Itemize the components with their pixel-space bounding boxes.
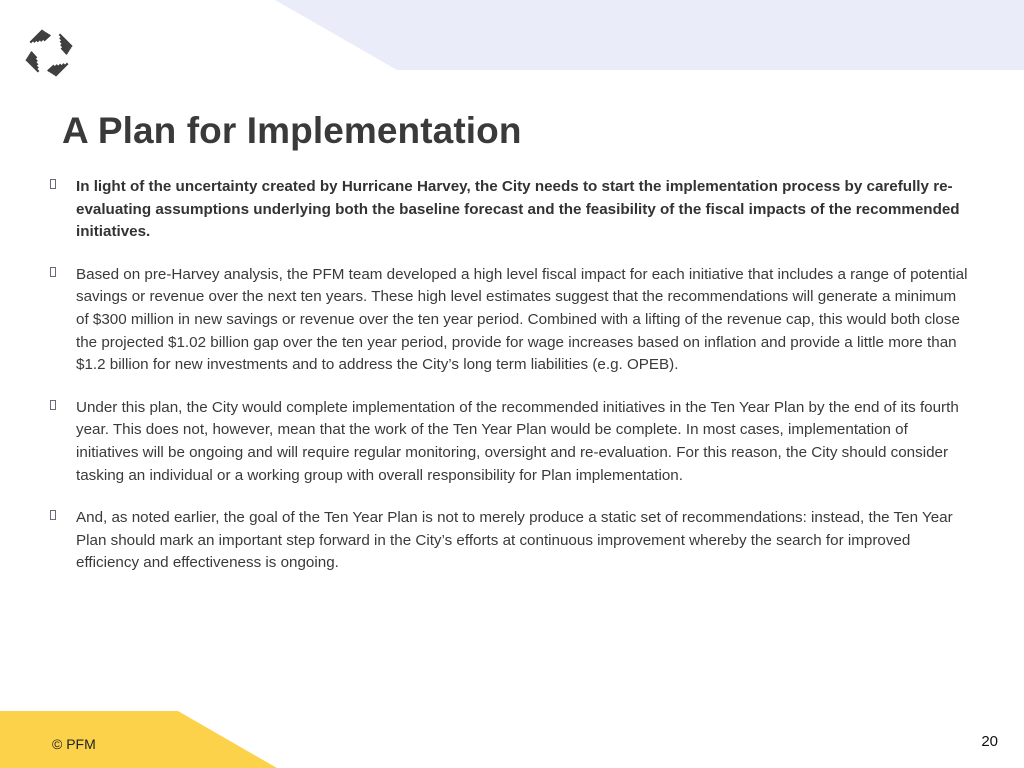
square-bullet-icon (48, 508, 57, 522)
square-bullet-icon (48, 265, 57, 279)
bullet-list (48, 176, 968, 595)
bullet-text: Under this plan, the City would complete implementation of the recommended initiatives in the Ten Year Plan by the end of its fourth year. This does not, however, mean that the work of the Ten Year Plan would be complete. In most cases, implementation of initiatives will be ongoing and will require regular monitoring, oversight and re-evaluation. For this reason, the City should consider tasking an individual or a working group with overall responsibility for Plan implementation. (76, 398, 959, 484)
square-bullet-icon (48, 177, 57, 191)
page-number: 20 (981, 733, 998, 750)
bullet-item-fiscal-impact (48, 264, 968, 377)
slide-title: A Plan for Implementation (62, 110, 522, 151)
footer-copyright: © PFM (52, 736, 96, 752)
top-decorative-band (0, 0, 1024, 72)
bullet-item-continuous-improvement (48, 507, 968, 575)
bullet-text: And, as noted earlier, the goal of the Ten Year Plan is not to merely produce a static set of recommendations: instead, the Ten Year Plan should mark an important step forward in the City’s efforts at continuous improvement whereby the search for improved efficiency and effectiveness is ongoing. (76, 509, 953, 572)
square-bullet-icon (48, 398, 57, 412)
bullet-item-uncertainty (48, 176, 968, 244)
bottom-decorative-band (0, 711, 280, 768)
bullet-text: Based on pre-Harvey analysis, the PFM team developed a high level fiscal impact for each initiative that includes a range of potential savings or revenue over the next ten years. These high level estimates suggest that the recommendations will generate a minimum of $300 million in new savings or revenue over the ten year period. Combined with a lifting of the revenue cap, this would both close the projected $1.02 billion gap over the ten year period, provide for wage increases based on inflation and provide a little more than $1.2 billion for new investments and to address the City’s long term liabilities (e.g. OPEB). (76, 265, 968, 374)
bullet-text: In light of the uncertainty created by Hurricane Harvey, the City needs to start the implementation process by carefully re-evaluating assumptions underlying both the baseline forecast and the feasibility of the fiscal impacts of the recommended initiatives. (76, 178, 960, 241)
bullet-item-implementation-timeline (48, 397, 968, 487)
pfm-pinwheel-logo-icon (22, 27, 76, 79)
